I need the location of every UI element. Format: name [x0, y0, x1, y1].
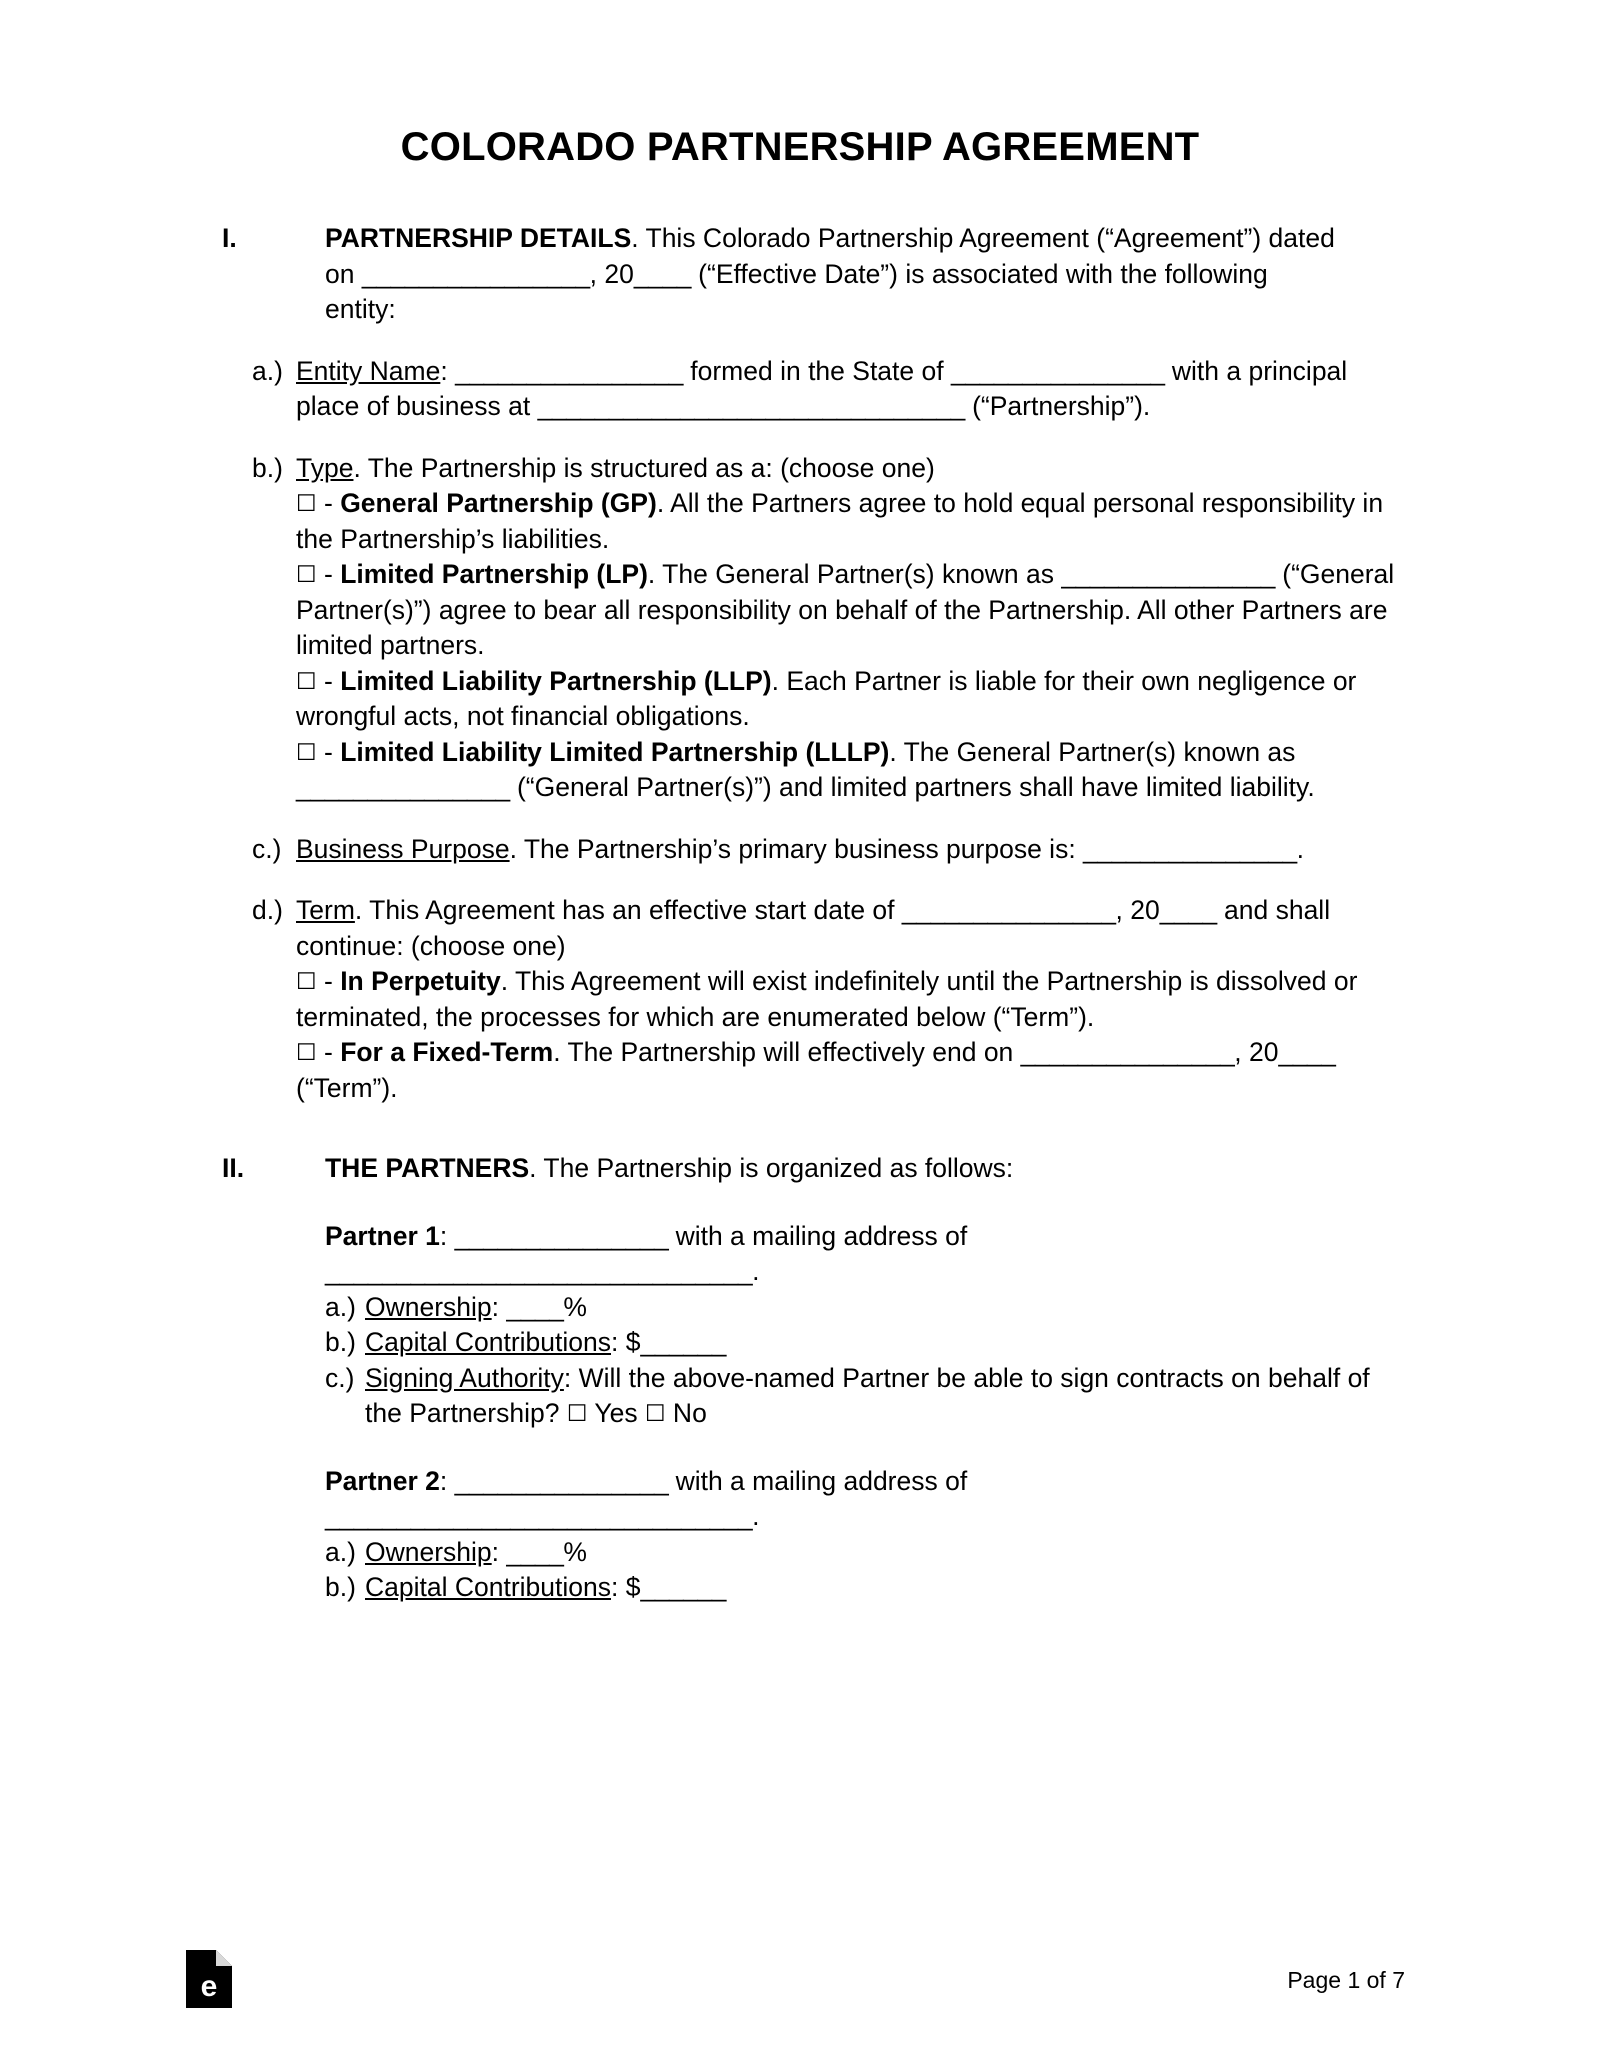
type-lllp-dash: - [316, 736, 341, 767]
entity-body [296, 354, 1395, 425]
term-fixed-end-date-blank[interactable]: _______________ [1020, 1037, 1235, 1067]
partner-1-ownership-row [325, 1290, 1395, 1326]
purpose-body [296, 832, 1395, 868]
checkbox-fixed-term-icon[interactable]: ☐ [296, 1040, 317, 1066]
subsection-entity-name [222, 354, 1395, 425]
term-body [296, 893, 1395, 1106]
type-gp-dash: - [316, 488, 341, 518]
section-1-intro-part3: (“Effective Date”) is associated with the following entity: [325, 258, 1268, 324]
section-partnership-details [222, 221, 1395, 328]
term-fixed-text-a: . The Partnership will effectively end on [553, 1037, 1021, 1067]
entity-name-blank[interactable]: ________________ [455, 355, 683, 386]
type-llp-name: Limited Liability Partnership (LLP) [340, 665, 772, 696]
eforms-logo-icon [186, 1950, 232, 2008]
partner-2-ownership-blank[interactable]: ____ [506, 1536, 564, 1567]
partner-1-address-blank[interactable]: ______________________________ [325, 1256, 753, 1286]
partner-1-signing-label: Signing Authority [365, 1362, 564, 1393]
partner-2-capital-label: Capital Contributions [365, 1572, 611, 1602]
partner-1-capital-text [365, 1325, 1395, 1361]
partner-2-name-blank[interactable]: _______________ [454, 1465, 669, 1496]
type-lllp-name: Limited Liability Limited Partnership (LLLP) [340, 736, 890, 767]
type-label: Type [296, 452, 354, 483]
type-option-lllp [296, 735, 1395, 806]
partner-1-signing-sep: : [563, 1362, 579, 1393]
section-the-partners [222, 1151, 1395, 1187]
subsection-business-purpose [222, 832, 1395, 868]
partner-2-address-blank[interactable]: ______________________________ [325, 1501, 753, 1531]
checkbox-limited-liability-limited-partnership-icon[interactable]: ☐ [296, 739, 317, 766]
partner-1-ownership-sep: : [491, 1291, 507, 1322]
section-1-body [325, 221, 1345, 328]
entity-colon: : [440, 355, 456, 386]
partner-1-signing-yes-label: Yes [587, 1398, 645, 1428]
type-gp-text: . All the Partners agree to hold equal personal responsibility in the Partnership’s liabilities. [296, 488, 1384, 554]
svg-text:e: e [200, 1970, 218, 2003]
entity-label: Entity Name [296, 355, 441, 386]
entity-text-state: formed in the State of [682, 355, 951, 386]
term-letter: d.) [252, 895, 283, 925]
partner-1-block [222, 1219, 1395, 1432]
partner-1-ownership-label: Ownership [365, 1291, 492, 1322]
type-lp-text-b: (“General Partner(s)”) agree to bear all responsibility on behalf of the Partnership. All other Partners are limited partners. [296, 559, 1395, 660]
type-llp-text: . Each Partner is liable for their own negligence or wrongful acts, not financial obligations. [296, 665, 1357, 731]
term-perpetuity-dash: - [316, 966, 341, 996]
term-fixed-text-b: , 20 [1234, 1037, 1279, 1067]
partner-1-capital-sep: : $ [611, 1327, 641, 1357]
type-lllp-general-partner-blank[interactable]: _______________ [296, 772, 510, 802]
entity-text-end: (“Partnership”). [964, 391, 1151, 421]
term-option-fixed [296, 1035, 1395, 1106]
term-text-a: . This Agreement has an effective start date of [354, 895, 902, 925]
section-2-body [325, 1151, 1395, 1187]
type-intro: . The Partnership is structured as a: (choose one) [353, 452, 935, 483]
page-footer [0, 1928, 1600, 2008]
partner-1-signing-no-label: No [665, 1398, 707, 1428]
type-option-llp [296, 664, 1395, 735]
partner-1-signing-text [365, 1361, 1395, 1432]
partner-2-capital-letter: b.) [325, 1572, 356, 1602]
term-fixed-name: For a Fixed-Term [340, 1037, 554, 1067]
partner-2-ownership-label: Ownership [365, 1536, 492, 1567]
entity-letter: a.) [252, 355, 283, 386]
effective-year-blank[interactable]: ____ [633, 258, 691, 289]
term-text-c: and shall continue: (choose one) [296, 895, 1331, 961]
term-perpetuity-text: . This Agreement will exist indefinitely until the Partnership is dissolved or terminated, the processes for which are enumerated below (“Term”). [296, 966, 1358, 1032]
partner-1-identity-line [325, 1219, 1395, 1290]
partner-2-block [222, 1464, 1395, 1606]
checkbox-limited-liability-partnership-icon[interactable]: ☐ [296, 668, 317, 695]
type-lp-dash: - [316, 559, 341, 589]
partner-2-capital-sep: : $ [611, 1572, 641, 1602]
term-start-date-blank[interactable]: _______________ [901, 895, 1116, 925]
partner-2-ownership-suffix: % [563, 1536, 587, 1567]
partner-1-ownership-blank[interactable]: ____ [506, 1291, 564, 1322]
section-numeral-2: II. [222, 1153, 245, 1183]
section-2-heading: THE PARTNERS [325, 1153, 530, 1183]
partner-1-text-mid: with a mailing address of [668, 1220, 968, 1251]
partner-2-capital-blank[interactable]: ______ [640, 1572, 726, 1602]
partner-2-ownership-row [325, 1535, 1395, 1571]
partner-2-capital-text [365, 1570, 1395, 1606]
partner-1-capital-letter: b.) [325, 1327, 356, 1357]
purpose-label: Business Purpose [296, 833, 510, 864]
checkbox-in-perpetuity-icon[interactable]: ☐ [296, 969, 317, 995]
partner-1-ownership-suffix: % [563, 1291, 587, 1322]
partner-1-colon: : [439, 1220, 455, 1251]
partner-1-signing-question: Will the above-named Partner be able to sign contracts on behalf of the Partnership? [365, 1362, 1370, 1428]
term-perpetuity-name: In Perpetuity [340, 966, 501, 996]
partner-2-ownership-sep: : [491, 1536, 507, 1567]
term-fixed-dash: - [316, 1037, 341, 1067]
entity-address-blank[interactable]: ______________________________ [537, 391, 965, 421]
partner-1-ownership-letter: a.) [325, 1291, 356, 1322]
partner-1-capital-label: Capital Contributions [365, 1327, 611, 1357]
purpose-end: . [1296, 833, 1304, 864]
term-fixed-end-year-blank[interactable]: ____ [1278, 1037, 1336, 1067]
partner-1-end: . [752, 1256, 760, 1286]
purpose-letter: c.) [252, 833, 282, 864]
type-gp-name: General Partnership (GP) [340, 488, 657, 518]
subsection-type [222, 451, 1395, 806]
document-body [0, 221, 1600, 1606]
partner-2-ownership-text [365, 1535, 1395, 1571]
entity-state-blank[interactable]: _______________ [950, 355, 1165, 386]
term-option-perpetuity [296, 964, 1395, 1035]
purpose-text: . The Partnership’s primary business purpose is: [509, 833, 1084, 864]
type-lp-text-a: . The General Partner(s) known as [647, 559, 1062, 589]
checkbox-limited-partnership-icon[interactable]: ☐ [296, 562, 317, 588]
type-lp-general-partner-blank[interactable]: _______________ [1061, 559, 1275, 589]
term-label: Term [296, 895, 355, 925]
partner-1-signing-row [325, 1361, 1395, 1432]
type-lllp-text-a: . The General Partner(s) known as [889, 736, 1296, 767]
partner-1-capital-row [325, 1325, 1395, 1361]
partner-1-title: Partner 1 [325, 1220, 440, 1251]
effective-date-blank[interactable]: ________________ [361, 258, 590, 289]
partner-2-capital-row [325, 1570, 1395, 1606]
section-1-intro-part2: , 20 [589, 258, 634, 289]
section-1-intro-part1: . This Colorado Partnership Agreement (“Agreement”) dated on [325, 223, 1335, 289]
type-llp-dash: - [316, 665, 341, 696]
type-lp-name: Limited Partnership (LP) [340, 559, 648, 589]
type-option-gp [296, 486, 1395, 557]
section-2-intro: . The Partnership is organized as follows: [529, 1153, 1014, 1183]
type-lllp-text-b: (“General Partner(s)”) and limited partners shall have limited liability. [509, 772, 1315, 802]
checkbox-general-partnership-icon[interactable]: ☐ [296, 491, 317, 517]
term-start-year-blank[interactable]: ____ [1159, 895, 1217, 925]
partner-1-signing-letter: c.) [325, 1362, 355, 1393]
partner-2-colon: : [439, 1465, 455, 1496]
partner-2-ownership-letter: a.) [325, 1536, 356, 1567]
checkbox-signing-yes-icon[interactable]: ☐ [566, 1401, 588, 1427]
type-body [296, 451, 1395, 806]
partner-1-capital-blank[interactable]: ______ [640, 1327, 726, 1357]
page-title: COLORADO PARTNERSHIP AGREEMENT [400, 125, 1200, 169]
partner-2-end: . [752, 1501, 760, 1531]
purpose-blank[interactable]: _______________ [1083, 833, 1297, 864]
type-letter: b.) [252, 452, 283, 483]
partner-2-text-mid: with a mailing address of [668, 1465, 968, 1496]
type-option-lp [296, 557, 1395, 664]
page-number: Page 1 of 7 [1287, 1967, 1405, 1993]
entity-text-address: with a principal place of business at [296, 355, 1348, 421]
term-text-b: , 20 [1115, 895, 1160, 925]
term-fixed-text-c: (“Term”). [296, 1072, 398, 1103]
subsection-term [222, 893, 1395, 1106]
partner-2-title: Partner 2 [325, 1465, 440, 1496]
checkbox-signing-no-icon[interactable]: ☐ [644, 1401, 666, 1427]
partner-1-ownership-text [365, 1290, 1395, 1326]
partner-2-identity-line [325, 1464, 1395, 1535]
section-1-heading: PARTNERSHIP DETAILS [325, 223, 632, 253]
section-numeral-1: I. [222, 223, 237, 253]
partner-1-name-blank[interactable]: _______________ [454, 1220, 669, 1251]
